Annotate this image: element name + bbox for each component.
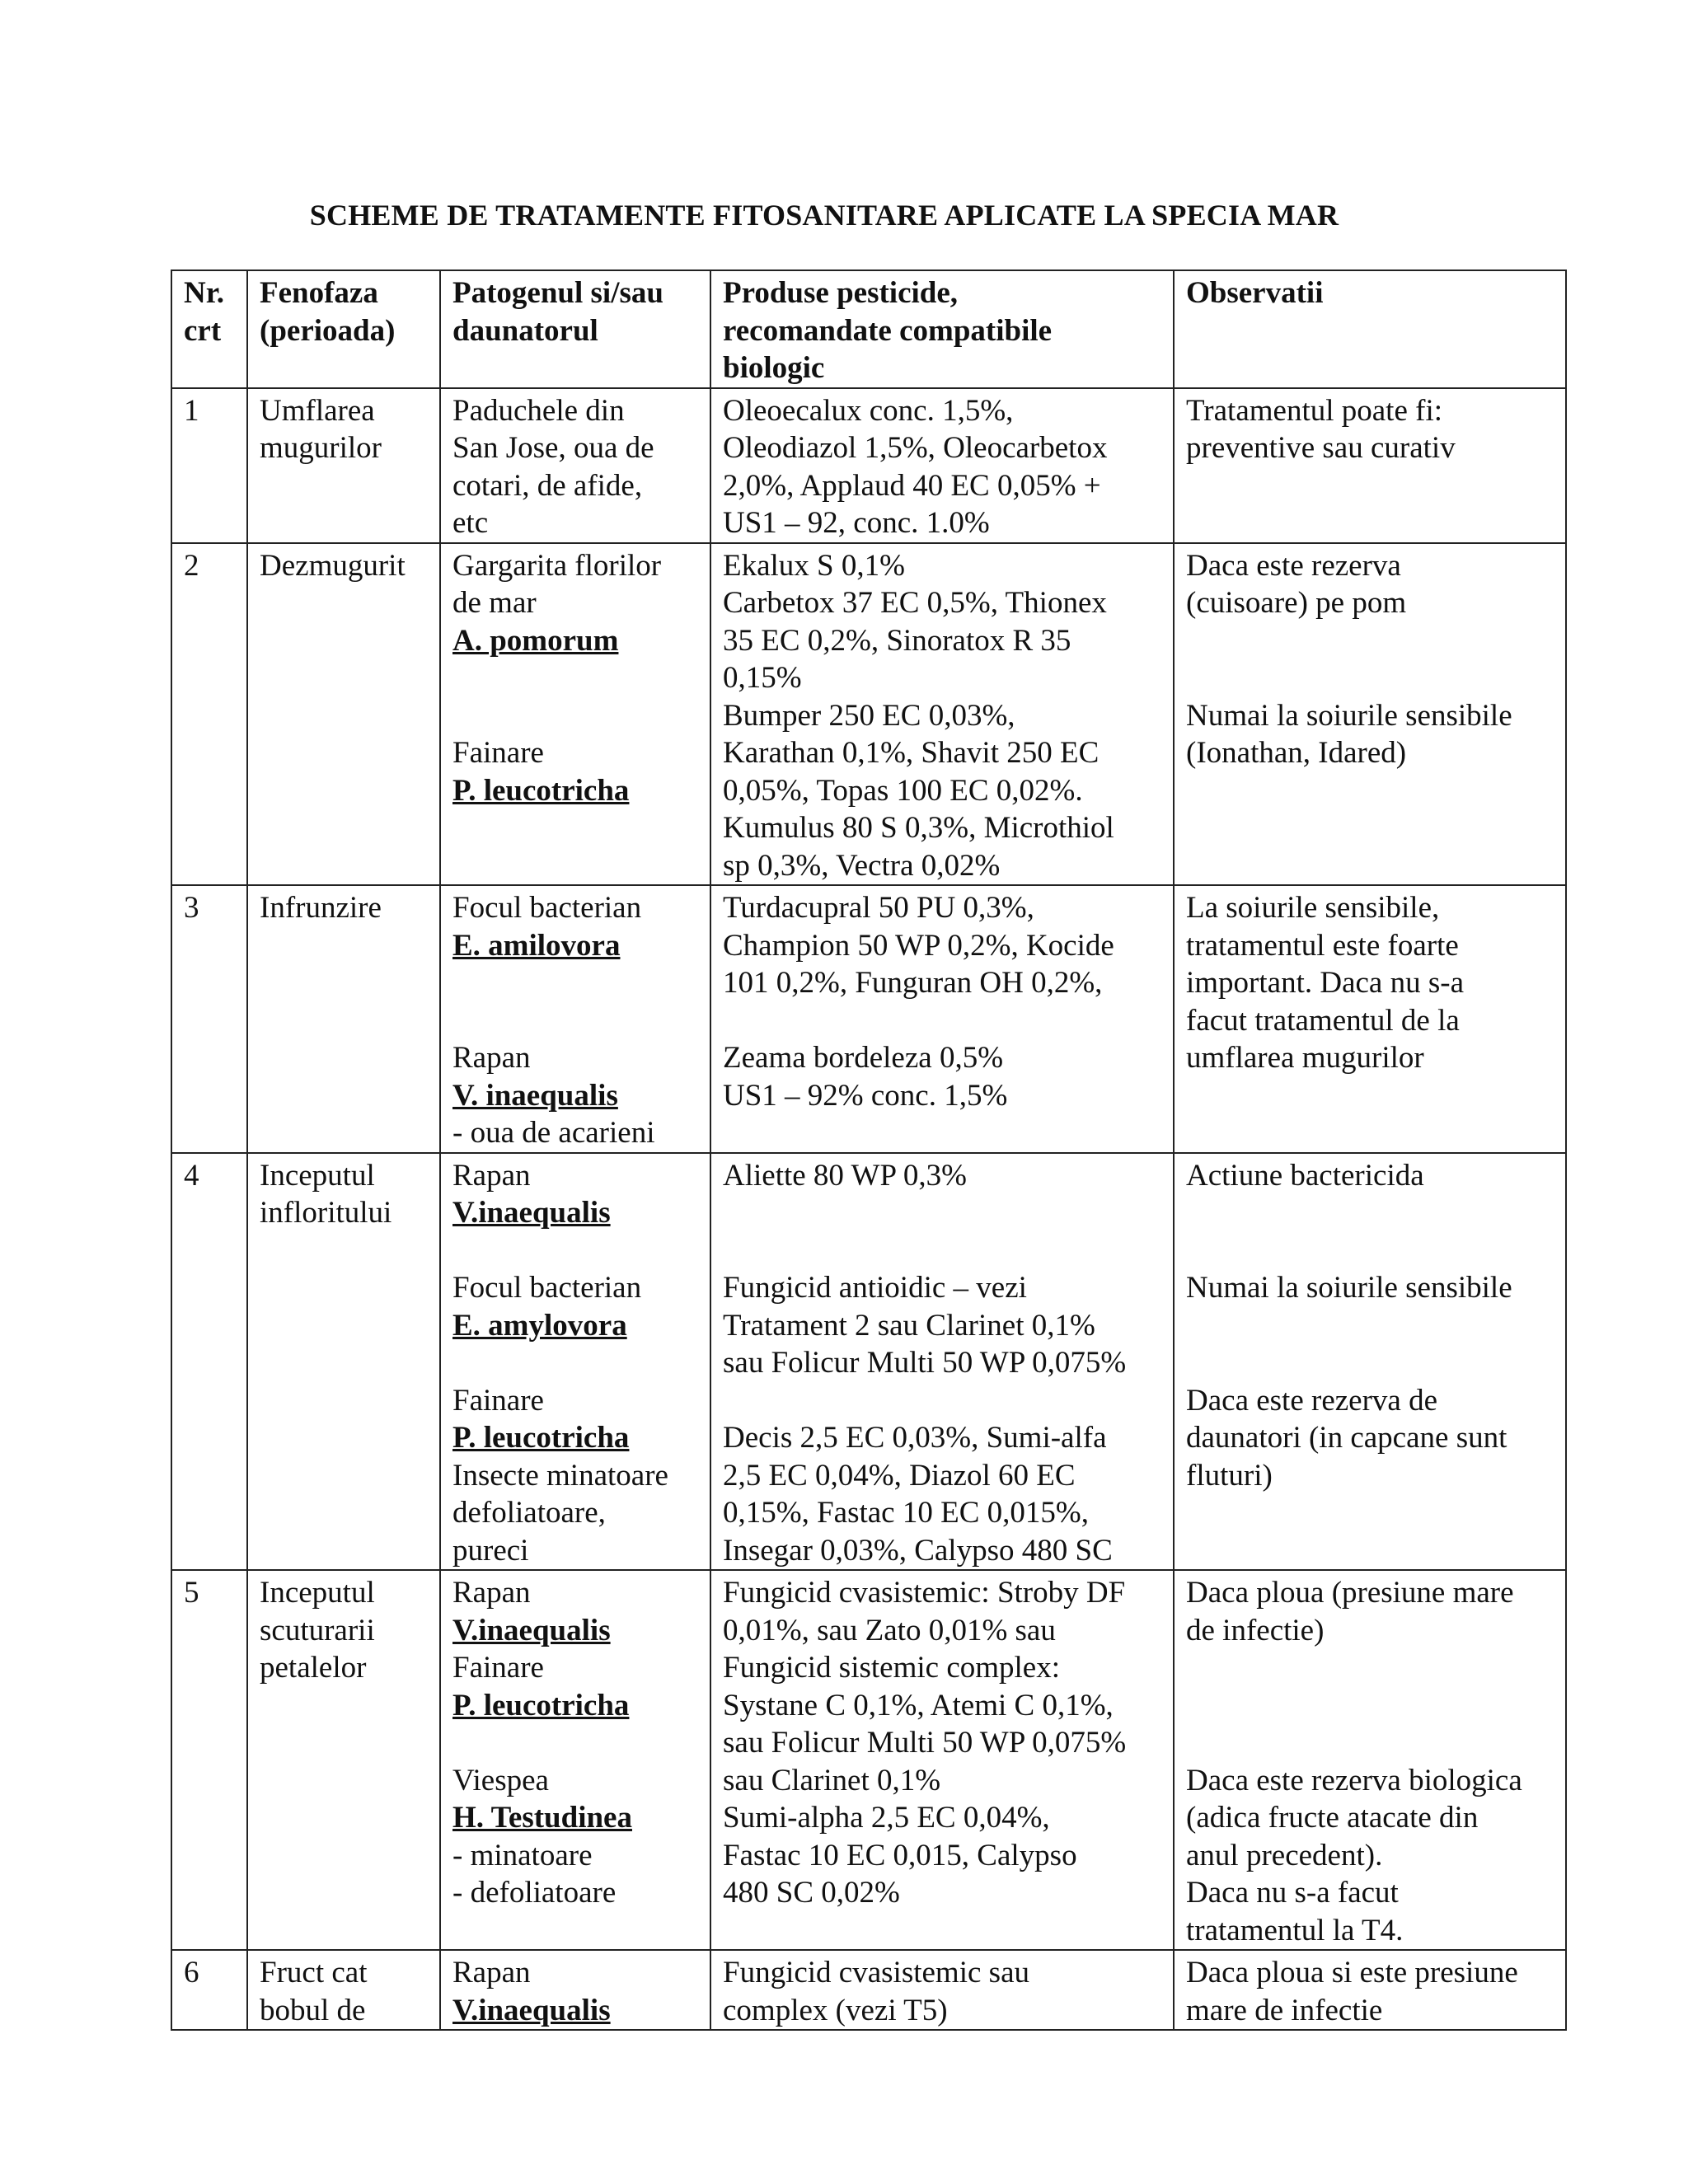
cell-produse: Turdacupral 50 PU 0,3%, Champion 50 WP 0,2%, Kocide 101 0,2%, Funguran OH 0,2%, Zeama bordeleza 0,5% US1 – 92% conc. 1,5%: [710, 885, 1174, 1153]
cell-observatii: Daca ploua si este presiune mare de infectie: [1174, 1950, 1566, 2030]
pathogen-species: V.inaequalis: [452, 1993, 611, 2027]
cell-patogen: Rapan V.inaequalis Fainare P. leucotricha Viespea H. Testudinea - minatoare - defoliatoare: [440, 1570, 710, 1950]
treatment-table: [171, 269, 1567, 2031]
pathogen-species: E. amylovora: [452, 1308, 627, 1343]
cell-patogen: Gargarita florilor de mar A. pomorum Fainare P. leucotricha: [440, 543, 710, 886]
pathogen-species: P. leucotricha: [452, 1421, 630, 1455]
cell-produse: Oleoecalux conc. 1,5%, Oleodiazol 1,5%, Oleocarbetox 2,0%, Applaud 40 EC 0,05% + US1 – 92, conc. 1.0%: [710, 388, 1174, 543]
cell-fenofaza: Inceputul infloritului: [247, 1153, 440, 1571]
table-row: [171, 1570, 1566, 1950]
pathogen-species: A. pomorum: [452, 623, 619, 658]
header-produse: Produse pesticide, recomandate compatibile biologic: [710, 270, 1174, 388]
cell-observatii: Daca ploua (presiune mare de infectie) Daca este rezerva biologica (adica fructe atacate din anul precedent). Daca nu s-a facut tratamentul la T4.: [1174, 1570, 1566, 1950]
cell-fenofaza: Infrunzire: [247, 885, 440, 1153]
cell-produse: Ekalux S 0,1% Carbetox 37 EC 0,5%, Thionex 35 EC 0,2%, Sinoratox R 35 0,15% Bumper 250 EC 0,03%, Karathan 0,1%, Shavit 250 EC 0,05%, Topas 100 EC 0,02%. Kumulus 80 S 0,3%, Microthiol sp 0,3%, Vectra 0,02%: [710, 543, 1174, 886]
pathogen-species: P. leucotricha: [452, 1688, 630, 1722]
table-row: [171, 388, 1566, 543]
pathogen-species: H. Testudinea: [452, 1801, 632, 1835]
table-row: [171, 543, 1566, 886]
cell-observatii: La soiurile sensibile, tratamentul este foarte important. Daca nu s-a facut tratamentul de la umflarea mugurilor: [1174, 885, 1566, 1153]
cell-fenofaza: Umflarea mugurilor: [247, 388, 440, 543]
pathogen-species: V.inaequalis: [452, 1196, 611, 1230]
cell-nr: 4: [171, 1153, 247, 1571]
header-fenofaza: Fenofaza (perioada): [247, 270, 440, 388]
cell-fenofaza: Inceputul scuturarii petalelor: [247, 1570, 440, 1950]
header-observatii: Observatii: [1174, 270, 1566, 388]
cell-patogen: Paduchele din San Jose, oua de cotari, de afide, etc: [440, 388, 710, 543]
cell-nr: 3: [171, 885, 247, 1153]
cell-nr: 1: [171, 388, 247, 543]
pathogen-species: V.inaequalis: [452, 1613, 611, 1647]
cell-patogen: Rapan V.inaequalis: [440, 1950, 710, 2030]
cell-nr: 5: [171, 1570, 247, 1950]
table-row: [171, 885, 1566, 1153]
cell-observatii: Actiune bactericida Numai la soiurile sensibile Daca este rezerva de daunatori (in capcane sunt fluturi): [1174, 1153, 1566, 1571]
table-header-row: [171, 270, 1566, 388]
cell-patogen: Focul bacterian E. amilovora Rapan V. inaequalis - oua de acarieni: [440, 885, 710, 1153]
cell-produse: Fungicid cvasistemic sau complex (vezi T5): [710, 1950, 1174, 2030]
cell-fenofaza: Fruct cat bobul de: [247, 1950, 440, 2030]
pathogen-species: E. amilovora: [452, 928, 621, 963]
cell-nr: 2: [171, 543, 247, 886]
cell-patogen: Rapan V.inaequalis Focul bacterian E. amylovora Fainare P. leucotricha Insecte minatoare defoliatoare, pureci: [440, 1153, 710, 1571]
table-row: [171, 1950, 1566, 2030]
page-title: SCHEME DE TRATAMENTE FITOSANITARE APLICATE LA SPECIA MAR: [309, 199, 1339, 232]
pathogen-species: V. inaequalis: [452, 1078, 618, 1113]
cell-produse: Aliette 80 WP 0,3% Fungicid antioidic – vezi Tratament 2 sau Clarinet 0,1% sau Folicur Multi 50 WP 0,075% Decis 2,5 EC 0,03%, Sumi-alfa 2,5 EC 0,04%, Diazol 60 EC 0,15%, Fastac 10 EC 0,015%, Insegar 0,03%, Calypso 480 SC: [710, 1153, 1174, 1571]
table-row: [171, 1153, 1566, 1571]
cell-produse: Fungicid cvasistemic: Stroby DF 0,01%, sau Zato 0,01% sau Fungicid sistemic complex: Systane C 0,1%, Atemi C 0,1%, sau Folicur Multi 50 WP 0,075% sau Clarinet 0,1% Sumi-alpha 2,5 EC 0,04%, Fastac 10 EC 0,015, Calypso 480 SC 0,02%: [710, 1570, 1174, 1950]
cell-fenofaza: Dezmugurit: [247, 543, 440, 886]
cell-observatii: Daca este rezerva (cuisoare) pe pom Numai la soiurile sensibile (Ionathan, Idared): [1174, 543, 1566, 886]
header-patogen: Patogenul si/sau daunatorul: [440, 270, 710, 388]
cell-observatii: Tratamentul poate fi: preventive sau curativ: [1174, 388, 1566, 543]
cell-nr: 6: [171, 1950, 247, 2030]
header-nr: Nr. crt: [171, 270, 247, 388]
pathogen-species: P. leucotricha: [452, 773, 630, 808]
